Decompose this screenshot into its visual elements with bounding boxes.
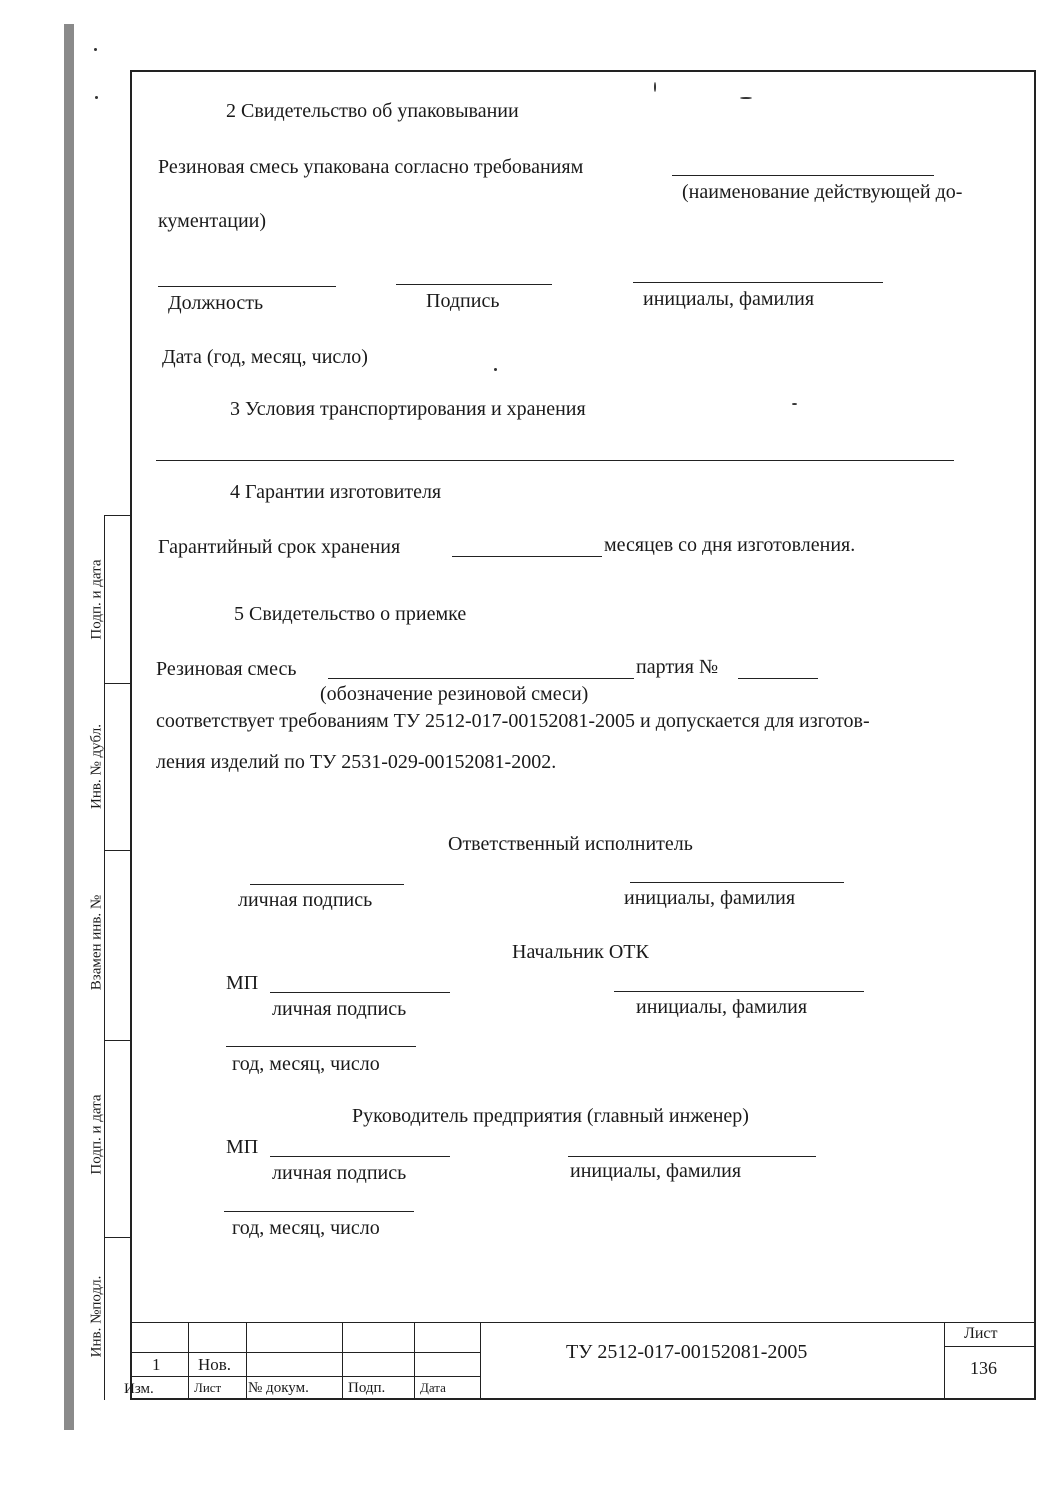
section5-batch-label: партия № [636, 656, 719, 678]
section2-doc-blank [672, 175, 934, 176]
section4-text-suffix: месяцев со дня изготовления. [604, 534, 856, 556]
director-mp: МП [226, 1136, 259, 1158]
stamp-divider [104, 850, 130, 851]
otk-date-caption: год, месяц, число [232, 1053, 380, 1075]
section3-blank [156, 460, 954, 461]
title-block-sheet-number: 136 [970, 1358, 997, 1378]
executor-title: Ответственный исполнитель [448, 833, 693, 855]
section2-line2: кументации) [158, 210, 267, 232]
title-block-izm-value: 1 [152, 1355, 161, 1374]
section2-name-blank [633, 282, 883, 283]
stamp-divider [104, 1040, 130, 1041]
section2-position-caption: Должность [168, 292, 264, 314]
executor-signature-blank [250, 884, 404, 885]
section5-compliance-line1: соответствует требованиям ТУ 2512-017-00152081-2005 и допускается для изготов- [156, 710, 870, 732]
section2-signature-caption: Подпись [426, 290, 500, 312]
title-block-col-doc: № докум. [248, 1380, 309, 1396]
title-block-col-list: Лист [194, 1380, 222, 1395]
otk-signature-caption: личная подпись [272, 998, 407, 1020]
section3-title: 3 Условия транспортирования и хранения [230, 398, 586, 420]
section4-title: 4 Гарантии изготовителя [230, 481, 442, 503]
title-block-col-sign: Подп. [348, 1380, 386, 1396]
otk-date-blank [226, 1046, 416, 1047]
section2-name-caption: инициалы, фамилия [643, 288, 815, 310]
otk-mp: МП [226, 972, 259, 994]
scan-speck [740, 97, 752, 99]
stamp-divider [104, 683, 130, 684]
section2-title: 2 Свидетельство об упаковывании [226, 100, 519, 122]
section5-compliance-line2: ления изделий по ТУ 2531-029-00152081-2002. [156, 751, 557, 773]
section4-months-blank [452, 556, 602, 557]
executor-name-blank [630, 882, 844, 883]
director-date-caption: год, месяц, число [232, 1217, 380, 1239]
scan-speck [95, 96, 98, 99]
page-frame [130, 70, 1036, 1400]
director-title: Руководитель предприятия (главный инженер) [352, 1105, 749, 1127]
stamp-label-sign-date-2: Подп. и дата [88, 1094, 105, 1175]
director-name-blank [568, 1156, 816, 1157]
section5-batch-blank [738, 678, 818, 679]
section5-mix-blank [328, 678, 634, 679]
title-block-list-value: Нов. [198, 1355, 232, 1374]
scan-speck [94, 48, 97, 51]
title-block-sheet-label: Лист [964, 1325, 998, 1342]
stamp-label-replace-inv: Взамен инв. № [88, 894, 105, 991]
stamp-divider [104, 515, 130, 516]
section2-position-blank [158, 286, 336, 287]
section2-line1: Резиновая смесь упакована согласно требованиям [158, 156, 584, 178]
director-date-blank [224, 1211, 414, 1212]
executor-name-caption: инициалы, фамилия [624, 887, 796, 909]
stamp-divider [104, 1237, 130, 1238]
otk-signature-blank [270, 992, 450, 993]
otk-name-caption: инициалы, фамилия [636, 996, 808, 1018]
section4-text-prefix: Гарантийный срок хранения [158, 536, 401, 558]
section5-title: 5 Свидетельство о приемке [234, 603, 467, 625]
director-signature-blank [270, 1156, 450, 1157]
binder-strip [64, 24, 74, 1430]
section2-date-caption: Дата (год, месяц, число) [162, 346, 368, 368]
otk-title: Начальник ОТК [512, 941, 649, 963]
scan-speck [494, 368, 497, 371]
otk-name-blank [614, 991, 864, 992]
section2-signature-blank [396, 284, 552, 285]
stamp-label-sign-date-1: Подп. и дата [88, 559, 105, 640]
director-signature-caption: личная подпись [272, 1162, 407, 1184]
title-block-col-izm: Изм. [124, 1381, 154, 1397]
stamp-label-dup-inv: Инв. № дубл. [88, 724, 105, 809]
section2-doc-hint: (наименование действующей до- [682, 181, 963, 203]
executor-signature-caption: личная подпись [238, 889, 373, 911]
section5-mix-hint: (обозначение резиновой смеси) [320, 683, 589, 705]
title-block-document-code: ТУ 2512-017-00152081-2005 [566, 1341, 808, 1363]
director-name-caption: инициалы, фамилия [570, 1160, 742, 1182]
title-block-col-date: Дата [420, 1380, 446, 1395]
section5-mix-label: Резиновая смесь [156, 658, 297, 680]
scan-speck [654, 82, 656, 92]
scan-speck [792, 403, 797, 405]
stamp-label-orig-inv: Инв. №подл. [88, 1275, 105, 1358]
